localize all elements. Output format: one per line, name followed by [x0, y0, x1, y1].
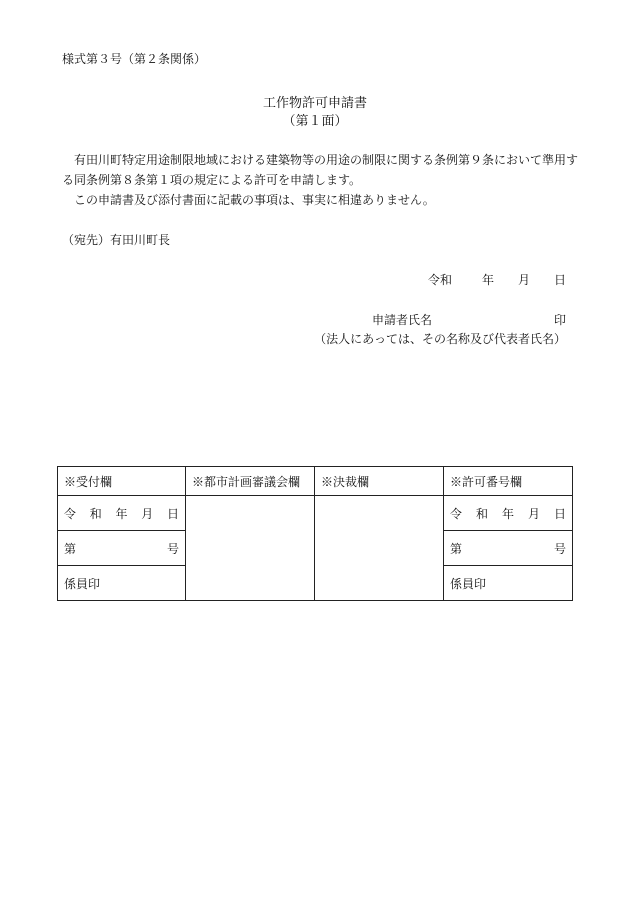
receipt-staff-seal-cell[interactable]: 係員印 — [58, 566, 186, 601]
receipt-number-prefix: 第 — [64, 541, 77, 556]
receipt-date-cell[interactable] — [58, 496, 186, 531]
permit-number-cell[interactable] — [444, 531, 573, 566]
header-approval: ※決裁欄 — [315, 467, 444, 496]
form-number: 様式第３号（第２条関係） — [62, 52, 207, 66]
date-month: 月 — [517, 273, 530, 287]
header-receipt: ※受付欄 — [58, 467, 186, 496]
receipt-date-era2: 和 — [89, 506, 102, 521]
date-era: 令和 — [427, 273, 452, 287]
permit-date-era2: 和 — [475, 506, 488, 521]
permit-number-prefix: 第 — [450, 541, 463, 556]
permit-staff-seal-cell[interactable]: 係員印 — [444, 566, 573, 601]
office-use-table — [57, 466, 573, 601]
permit-date-day: 日 — [553, 506, 566, 521]
applicant-name-field[interactable] — [372, 311, 566, 328]
applicant-label: 申請者氏名 — [372, 313, 433, 327]
truthfulness-statement: この申請書及び添付書面に記載の事項は、事実に相違ありません。 — [74, 193, 435, 207]
seal-mark: 印 — [553, 313, 566, 327]
addressee: （宛先）有田川町長 — [62, 233, 171, 247]
date-day: 日 — [553, 273, 566, 287]
header-permit-number: ※許可番号欄 — [444, 467, 573, 496]
document-subtitle: （第１面） — [282, 114, 348, 129]
receipt-date-month: 月 — [141, 506, 154, 521]
receipt-date-era1: 令 — [64, 506, 77, 521]
permit-date-year: 年 — [501, 506, 514, 521]
header-council: ※都市計画審議会欄 — [186, 467, 315, 496]
permit-date-era1: 令 — [450, 506, 463, 521]
council-cell[interactable] — [186, 496, 315, 601]
application-date[interactable] — [428, 271, 566, 288]
permit-number-suffix: 号 — [553, 541, 566, 556]
receipt-number-cell[interactable] — [58, 531, 186, 566]
corporate-note: （法人にあっては、その名称及び代表者氏名） — [314, 332, 566, 346]
application-statement: 有田川町特定用途制限地域における建築物等の用途の制限に関する条例第９条において準用する同条例第８条第１項の規定による許可を申請します。 — [62, 153, 579, 187]
date-year: 年 — [481, 273, 494, 287]
document-title: 工作物許可申請書 — [262, 96, 367, 111]
receipt-date-year: 年 — [115, 506, 128, 521]
receipt-number-suffix: 号 — [166, 541, 179, 556]
approval-cell[interactable] — [315, 496, 444, 601]
permit-date-month: 月 — [527, 506, 540, 521]
receipt-date-day: 日 — [166, 506, 179, 521]
permit-date-cell[interactable] — [444, 496, 573, 531]
